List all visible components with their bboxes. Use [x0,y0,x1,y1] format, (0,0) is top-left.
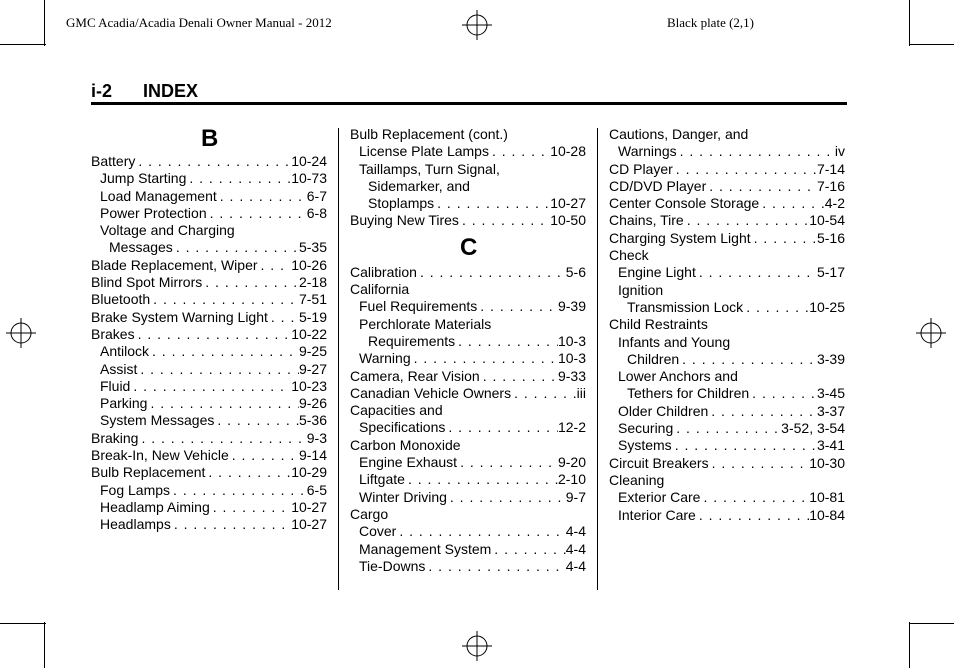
index-term: System Messages [100,412,215,429]
page-reference: 9-3 [306,429,327,446]
page-reference: 9-14 [298,447,327,464]
page-reference: 10-3 [557,332,586,349]
index-term: Transmission Lock [627,298,744,315]
page-reference: 10-22 [291,325,327,342]
index-term: Ignition [618,281,664,298]
index-entry [609,212,845,229]
index-entry [91,274,327,291]
page-reference: 10-81 [809,489,845,506]
dot-leader [217,188,307,205]
page-reference: 5-36 [298,412,327,429]
dot-leader [445,419,558,436]
page-reference: 6-7 [306,187,327,204]
index-entry [609,507,845,524]
index-term: Engine Light [618,264,696,281]
dot-leader [751,230,817,247]
dot-leader [743,299,809,316]
page-reference: 12-2 [557,419,586,436]
index-entry [350,178,586,195]
index-entry [350,558,586,575]
index-term: Perchlorate Materials [359,315,492,332]
index-entry [609,247,845,264]
index-term: Calibration [350,263,417,280]
dot-leader [489,143,550,160]
index-entry [609,143,845,160]
index-entry [350,454,586,471]
page-reference: 9-7 [565,488,586,505]
dot-leader [455,333,558,350]
index-entry [91,291,327,308]
index-term: Child Restraints [609,316,708,333]
index-term: Headlamps [100,516,171,533]
dot-leader [673,161,817,178]
dot-leader [684,212,809,229]
dot-leader [457,454,558,471]
page-reference: 2-10 [557,471,586,488]
index-entry [609,178,845,195]
index-term: Fog Lamps [100,481,171,498]
dot-leader [480,368,558,385]
dot-leader [447,489,566,506]
index-entry [91,395,327,412]
dot-leader [135,326,292,343]
crop-mark [44,622,45,668]
dot-leader [214,412,299,429]
index-entry [350,541,586,558]
index-term: Older Children [618,402,709,419]
index-term: Systems [618,437,672,454]
dot-leader [149,343,299,360]
index-entry [350,126,586,143]
crop-mark [909,0,910,46]
index-term: CD Player [609,160,673,177]
index-entry [350,333,586,350]
page-reference: 3-52, 3-54 [781,420,845,437]
dot-leader [150,291,299,308]
index-term: Requirements [368,332,456,349]
index-term: Liftgate [359,471,405,488]
index-term: Buying New Tires [350,212,459,229]
index-entry [91,482,327,499]
index-entry [350,298,586,315]
page-reference: 4-4 [565,523,586,540]
index-term: California [350,281,410,298]
index-entry [609,334,845,351]
page-number: i-2 [91,81,113,101]
page-reference: 5-35 [298,239,327,256]
index-entry [609,403,845,420]
page-reference: 3-41 [816,437,845,454]
dot-leader [173,239,299,256]
heading-rule [91,102,847,105]
index-term: Circuit Breakers [609,454,709,471]
dot-leader [138,430,306,447]
index-term: Tie-Downs [359,557,426,574]
page-reference: 4-4 [565,540,586,557]
index-entry [91,205,327,222]
index-term: Canadian Vehicle Owners [350,384,512,401]
index-term: Voltage and Charging [100,222,235,239]
index-entry [91,361,327,378]
dot-leader [696,507,809,524]
page-reference: 10-23 [291,377,327,394]
page-reference: 7-16 [816,177,845,194]
dot-leader [417,264,566,281]
index-entry [91,516,327,533]
dot-leader [171,516,291,533]
dot-leader [396,523,565,540]
page-reference: 2-18 [298,274,327,291]
index-term: Lower Anchors and [618,368,738,385]
page-reference: 9-33 [557,367,586,384]
page-reference: 10-50 [550,212,586,229]
page-reference: iv [834,143,845,160]
index-entry [350,143,586,160]
index-entry [91,412,327,429]
index-entry [609,195,845,212]
index-entry [91,239,327,256]
index-term: Exterior Care [618,489,701,506]
index-term: Sidemarker, and [368,177,470,194]
index-term: Antilock [100,343,150,360]
dot-leader [491,541,565,558]
page-reference: 10-25 [809,298,845,315]
index-term: Brakes [91,325,135,342]
index-entry [609,126,845,143]
index-column [609,126,845,524]
index-letter-heading: B [201,125,219,152]
print-header-title: GMC Acadia/Acadia Denali Owner Manual - 2012 [66,15,332,30]
index-entry [609,368,845,385]
page-reference: 10-54 [809,212,845,229]
index-term: Bluetooth [91,291,151,308]
dot-leader [696,264,817,281]
index-entry [91,464,327,481]
page-reference: 7-51 [298,291,327,308]
index-term: Cautions, Danger, and [609,126,749,142]
page-reference: 3-45 [816,385,845,402]
index-entry [609,351,845,368]
dot-leader [135,153,291,170]
index-term: Charging System Light [609,229,751,246]
index-term: Jump Starting [100,170,187,187]
index-term: Blade Replacement, Wiper [91,256,258,273]
page-reference: 10-30 [809,454,845,471]
index-entry [350,523,586,540]
index-term: Parking [100,395,148,412]
page-reference: 9-25 [298,343,327,360]
print-header-plate: Black plate (2,1) [667,15,754,30]
index-term: Fuel Requirements [359,298,478,315]
page-reference: 10-73 [291,170,327,187]
index-entry [609,299,845,316]
index-term: Check [609,247,649,264]
index-term: Chains, Tire [609,212,684,229]
index-term: Carbon Monoxide [350,436,461,453]
index-entry [91,309,327,326]
page-reference: 5-6 [565,263,586,280]
index-entry [609,437,845,454]
page-reference: 6-5 [306,481,327,498]
index-term: Interior Care [618,506,696,523]
index-entry [350,212,586,229]
page-reference: 10-27 [550,195,586,212]
index-entry [350,161,586,178]
dot-leader [411,350,558,367]
index-term: Engine Exhaust [359,454,458,471]
page-reference: 9-27 [298,360,327,377]
dot-leader [749,385,817,402]
section-title: INDEX [143,81,199,101]
crop-mark [0,44,46,45]
index-entry [609,420,845,437]
page-reference: 5-17 [816,264,845,281]
dot-leader [229,447,299,464]
index-entry [609,264,845,281]
page-reference: 10-27 [291,498,327,515]
index-entry [91,378,327,395]
index-entry [91,170,327,187]
index-term: Infants and Young [618,333,731,350]
index-entry [609,489,845,506]
dot-leader [202,274,299,291]
index-term: Messages [109,239,173,256]
index-term: Headlamp Aiming [100,498,210,515]
column-divider [597,128,598,590]
index-entry [350,195,586,212]
dot-leader [706,178,817,195]
crop-mark [909,623,954,624]
index-term: Brake System Warning Light [91,308,268,325]
dot-leader [137,361,299,378]
index-entry [91,499,327,516]
dot-leader [425,558,565,575]
dot-leader [186,170,291,187]
index-entry [350,471,586,488]
index-entry [350,385,586,402]
index-term: Winter Driving [359,488,447,505]
dot-leader [673,420,781,437]
page-reference: 3-37 [816,402,845,419]
dot-leader [207,205,307,222]
index-entry [91,430,327,447]
page-reference: 10-29 [291,464,327,481]
index-term: Cover [359,523,397,540]
index-entry [609,282,845,299]
index-entry [609,385,845,402]
dot-leader [672,437,817,454]
index-entry [350,281,586,298]
index-entry [91,326,327,343]
index-entry [609,161,845,178]
index-entry [350,419,586,436]
index-entry [91,153,327,170]
index-entry [350,316,586,333]
crop-mark [909,44,954,45]
index-term: Braking [91,429,139,446]
index-term: Cleaning [609,471,665,488]
index-entry [350,350,586,367]
dot-leader [511,385,577,402]
crop-mark [909,622,910,668]
page-reference: 9-20 [557,454,586,471]
dot-leader [677,143,835,160]
page-reference: 10-28 [550,143,586,160]
page-reference: 7-14 [816,160,845,177]
dot-leader [258,257,292,274]
registration-mark-icon [462,631,492,661]
page-reference: 3-39 [816,350,845,367]
index-term: Securing [618,420,674,437]
index-entry [91,188,327,205]
index-entry [350,506,586,523]
page-reference: 4-2 [824,195,845,212]
index-term: Fluid [100,377,131,394]
registration-mark-icon [916,318,946,348]
index-entry [350,402,586,419]
index-entry [609,230,845,247]
index-term: Battery [91,153,136,169]
dot-leader [700,489,809,506]
page-reference: 10-27 [291,516,327,533]
page-reference: 5-19 [298,308,327,325]
dot-leader [210,499,291,516]
page-reference: 10-26 [291,256,327,273]
page-reference: 10-24 [291,153,327,169]
index-term: Warning [359,350,411,367]
index-term: License Plate Lamps [359,143,489,160]
index-entry [91,257,327,274]
page-heading [91,81,847,101]
dot-leader [434,195,550,212]
index-term: Power Protection [100,204,207,221]
dot-leader [459,212,550,229]
index-entry [91,343,327,360]
crop-mark [44,0,45,46]
index-term: Management System [359,540,492,557]
index-term: Cargo [350,505,389,522]
index-term: Bulb Replacement [91,464,206,481]
index-term: CD/DVD Player [609,177,707,194]
index-term: Warnings [618,143,677,160]
index-entry [609,455,845,472]
index-column [350,126,586,575]
page-reference: iii [576,384,586,401]
page-reference: 10-3 [557,350,586,367]
dot-leader [405,471,558,488]
index-term: Assist [100,360,138,377]
index-term: Load Management [100,187,217,204]
dot-leader [708,403,817,420]
column-divider [338,128,339,590]
index-term: Blind Spot Mirrors [91,274,203,291]
page-reference: 10-84 [809,506,845,523]
index-letter-heading: C [460,233,478,261]
index-entry [91,447,327,464]
dot-leader [147,395,299,412]
page-reference: 6-8 [306,204,327,221]
index-term: Tethers for Children [627,385,750,402]
index-term: Taillamps, Turn Signal, [359,160,500,177]
registration-mark-icon [6,318,36,348]
dot-leader [709,455,810,472]
page-reference: 9-26 [298,395,327,412]
index-entry [350,264,586,281]
index-entry [609,316,845,333]
page-reference: 9-39 [557,298,586,315]
index-entry [91,222,327,239]
index-term: Bulb Replacement (cont.) [350,126,508,142]
index-entry [350,489,586,506]
dot-leader [130,378,291,395]
index-term: Center Console Storage [609,195,760,212]
dot-leader [679,351,817,368]
crop-mark [0,623,46,624]
index-term: Break-In, New Vehicle [91,447,229,464]
index-term: Children [627,350,680,367]
registration-mark-icon [462,10,492,40]
dot-leader [170,482,307,499]
page-reference: 4-4 [565,557,586,574]
dot-leader [205,464,291,481]
index-entry [350,437,586,454]
page-reference: 5-16 [816,229,845,246]
dot-leader [759,195,825,212]
index-entry [350,368,586,385]
dot-leader [268,309,299,326]
index-entry [609,472,845,489]
index-term: Specifications [359,419,446,436]
index-term: Camera, Rear Vision [350,367,480,384]
dot-leader [477,298,558,315]
index-column [91,125,327,534]
index-term: Capacities and [350,402,443,419]
index-term: Stoplamps [368,195,435,212]
